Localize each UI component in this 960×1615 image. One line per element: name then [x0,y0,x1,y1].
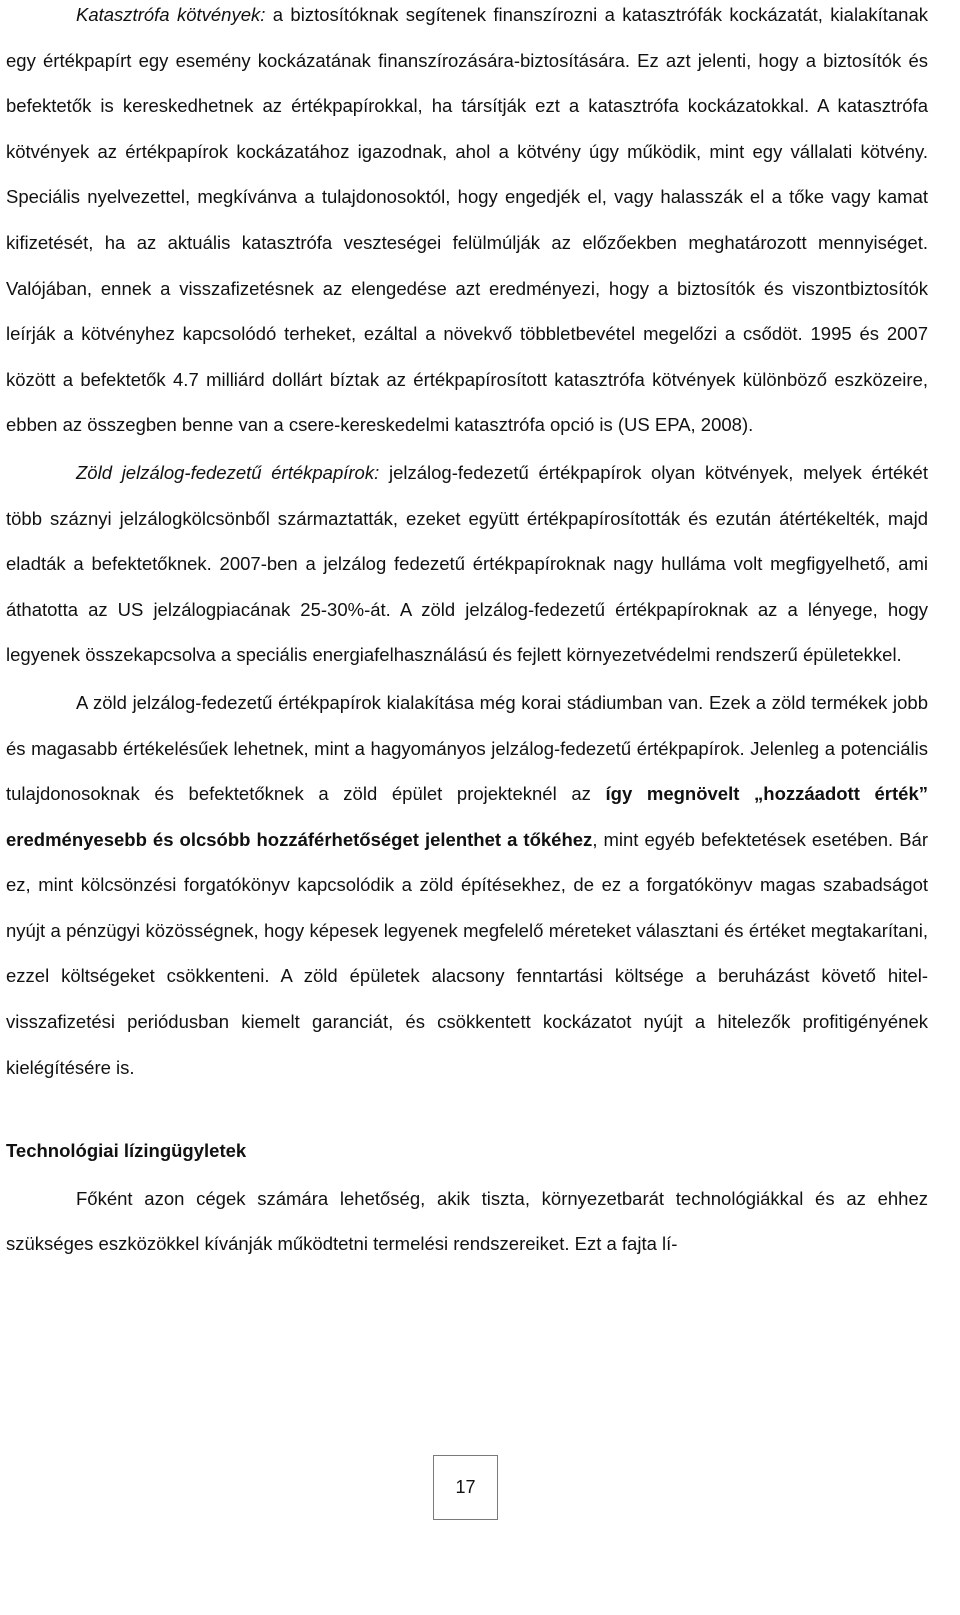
paragraph-text: a biztosítóknak segítenek finanszírozni a katasztrófák kockázatát, kialakítanak egy értékpapírt egy esemény kockázatának finanszírozására-biztosítására. Ez azt jelenti, hogy a biztosítók és befektetők is kereskedhetnek az értékpapírokkal, ha társítják ezt a katasztrófa kockázatokkal. A katasztrófa kötvények az értékpapírok kockázatához igazodnak, ahol a kötvény úgy működik, mint egy vállalati kötvény. Speciális nyelvezettel, megkívánva a tulajdonosoktól, hogy engedjék el, vagy halasszák el a tőke vagy kamat kifizetését, ha az aktuális katasztrófa veszteségei felülmúlják az előzőekben meghatározott mennyiséget. Valójában, ennek a visszafizetésnek az elengedése azt eredményezi, hogy a biztosítók és viszontbiztosítók leírják a kötvényhez kapcsolódó terheket, ezáltal a növekvő többletbevétel megelőzi a csődöt. 1995 és 2007 között a befektetők 4.7 milliárd dollárt bíztak az értékpapírosított katasztrófa kötvények különböző eszközeire, ebben az összegben benne van a csere-kereskedelmi katasztrófa opció is (US EPA, 2008). [6,4,928,436]
page-number [433,1455,498,1520]
bold-emphasis: így megnövelt „hozzáadott érték” eredményesebb és olcsóbb hozzáférhetőséget jelenthet a tőkéhez [6,783,928,850]
term-green-mbs: Zöld jelzálog-fedezetű értékpapírok: [76,461,380,483]
body-text [6,0,928,1267]
paragraph-green-mbs-development [6,680,928,1090]
page-number-text: 17 [455,1477,476,1497]
term-catastrophe-bonds: Katasztrófa kötvények: [76,4,266,25]
paragraph-text-after: , mint egyéb befektetések esetében. Bár ez, mint kölcsönzési forgatókönyv kapcsolódik a zöld építésekhez, de ez a forgatókönyv magas szabadságot nyújt a pénzügyi közösségnek, hogy képesek legyenek megfelelő méreteket választani és értéket megtakarítani, ezzel költségeket csökkenteni. A zöld épületek alacsony fenntartási költsége a beruházást követő hitel-visszafizetési periódusban kiemelt garanciát, és csökkentett kockázatot nyújt a hitelezők profitigényének kielégítésére is. [6,828,928,1078]
paragraph-technology-leasing: Főként azon cégek számára lehetőség, akik tiszta, környezetbarát technológiákkal és az ehhez szükséges eszközökkel kívánják működtetni termelési rendszereiket. Ezt a fajta lí- [6,1187,928,1255]
paragraph-text: jelzálog-fedezetű értékpapírok olyan kötvények, melyek értékét több száznyi jelzálogkölcsönből származtatták, ezeket együtt értékpapírosították és ezután átértékelték, majd eladták a befektetőknek. 2007-ben a jelzálog fedezetű értékpapíroknak nagy hulláma volt megfigyelhető, ami áthatotta az US jelzálogpiacának 25-30%-át. A zöld jelzálog-fedezetű értékpapíroknak az a lényege, hogy legyenek összekapcsolva a speciális energiafelhasználású és fejlett környezetvédelmi rendszerű épületekkel. [6,461,928,666]
paragraph-green-mbs [6,450,928,678]
paragraph-catastrophe-bonds [6,0,928,448]
section-heading-technology-leasing: Technológiai lízingügyletek [6,1140,247,1162]
paragraph-text-before: A zöld jelzálog-fedezetű értékpapírok kialakítása még korai stádiumban van. Ezek a zöld termékek jobb és magasabb értékelésűek lehetnek, mint a hagyományos jelzálog-fedezetű értékpapírok. Jelenleg a potenciális tulajdonosoknak és befektetőknek a zöld épület projekteknél az [6,691,928,805]
